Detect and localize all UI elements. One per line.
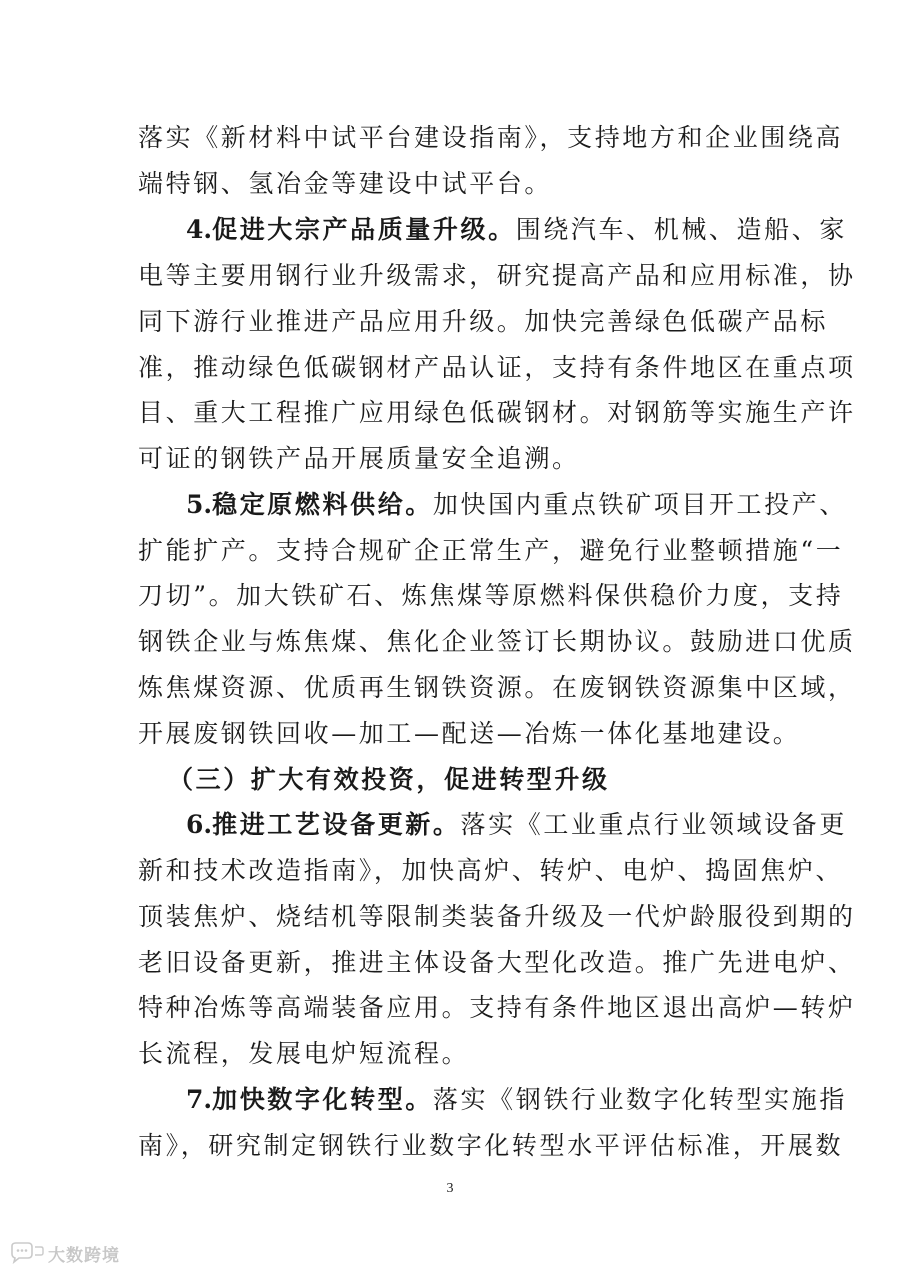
text-line: 顶装焦炉、烧结机等限制类装备升级及一代炉龄服役到期的 <box>138 902 856 931</box>
item-6-line <box>186 808 847 842</box>
text-line: 长流程，发展电炉短流程。 <box>138 1039 470 1068</box>
text-line: 南》，研究制定钢铁行业数字化转型水平评估标准，开展数 <box>138 1131 844 1160</box>
page-number: 3 <box>446 1181 454 1196</box>
speech-bubble-logo-icon <box>8 1242 44 1264</box>
text-line: 同下游行业推进产品应用升级。加快完善绿色低碳产品标 <box>138 307 829 336</box>
text-line: 刀切”。加大铁矿石、炼焦煤等原燃料保供稳价力度，支持 <box>138 581 844 610</box>
text-line: 炼焦煤资源、优质再生钢铁资源。在废钢铁资源集中区域， <box>138 673 856 702</box>
item-7-heading: 加快数字化转型。 <box>212 1085 433 1114</box>
watermark <box>8 1240 120 1266</box>
item-5-heading: 稳定原燃料供给。 <box>212 490 433 519</box>
watermark-text: 大数跨境 <box>48 1245 120 1266</box>
item-4-heading: 促进大宗产品质量升级。 <box>212 215 516 244</box>
text-line: 特种冶炼等高端装备应用。支持有条件地区退出高炉—转炉 <box>138 993 856 1022</box>
text-line: 目、重大工程推广应用绿色低碳钢材。对钢筋等实施生产许 <box>138 398 856 427</box>
item-5-number: 5. <box>186 490 213 519</box>
item-7-line <box>186 1083 847 1117</box>
item-4-line <box>186 213 847 247</box>
item-4-text: 围绕汽车、机械、造船、家 <box>515 215 847 244</box>
item-5-text: 加快国内重点铁矿项目开工投产、 <box>432 490 847 519</box>
text-line: 可证的钢铁产品开展质量安全追溯。 <box>138 444 580 473</box>
item-7-text: 落实《钢铁行业数字化转型实施指 <box>432 1085 847 1114</box>
item-6-number: 6. <box>186 810 213 839</box>
item-7-number: 7. <box>186 1085 213 1114</box>
text-line: 新和技术改造指南》，加快高炉、转炉、电炉、捣固焦炉、 <box>138 856 844 885</box>
text-line: 扩能扩产。支持合规矿企正常生产，避免行业整顿措施“一 <box>138 536 844 565</box>
text-line: 端特钢、氢冶金等建设中试平台。 <box>138 169 553 198</box>
text-line: 老旧设备更新，推进主体设备大型化改造。推广先进电炉、 <box>138 948 856 977</box>
item-6-text: 落实《工业重点行业领域设备更 <box>460 810 847 839</box>
text-line: 准，推动绿色低碳钢材产品认证，支持有条件地区在重点项 <box>138 353 856 382</box>
item-4-number: 4. <box>186 215 213 244</box>
text-line: 钢铁企业与炼焦煤、焦化企业签订长期协议。鼓励进口优质 <box>138 627 856 656</box>
text-line: 开展废钢铁回收—加工—配送—冶炼一体化基地建设。 <box>138 719 801 748</box>
text-line: 电等主要用钢行业升级需求，研究提高产品和应用标准，协 <box>138 261 856 290</box>
item-5-line <box>186 488 847 522</box>
section-heading-3: （三）扩大有效投资，促进转型升级 <box>168 765 610 794</box>
item-6-heading: 推进工艺设备更新。 <box>212 810 461 839</box>
text-line: 落实《新材料中试平台建设指南》，支持地方和企业围绕高 <box>138 123 844 152</box>
